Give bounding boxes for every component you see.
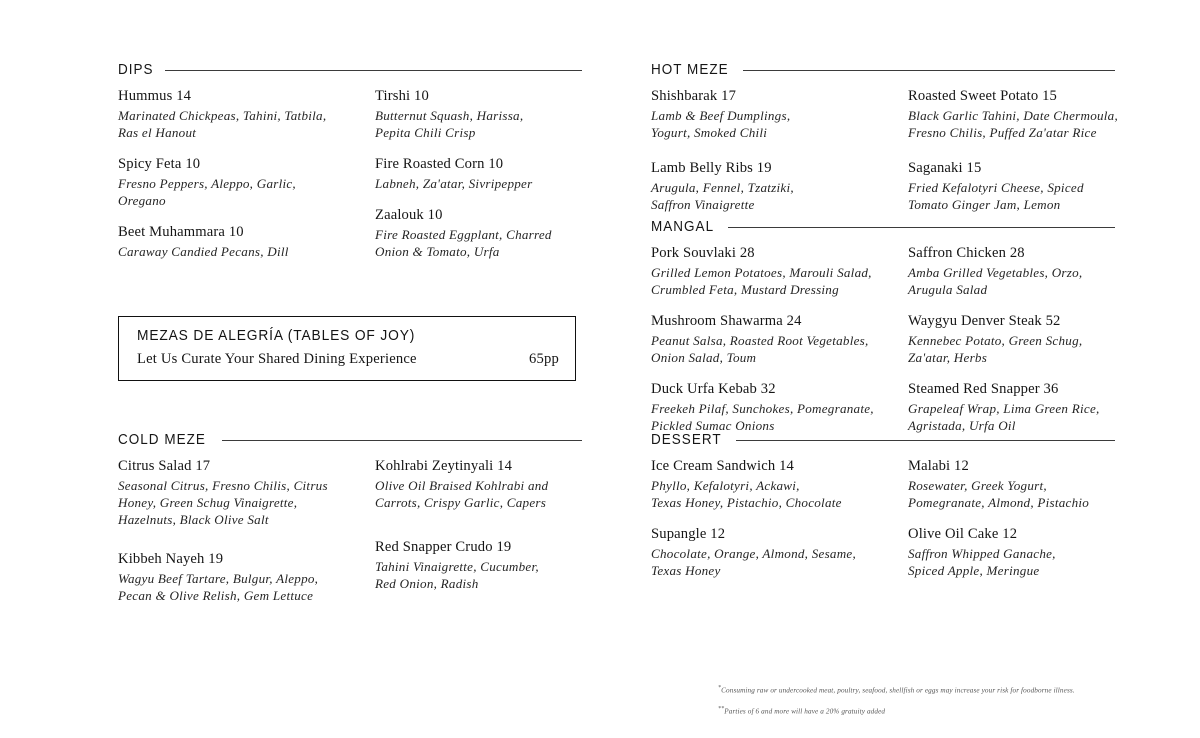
menu-item-name: Supangle 12 [651,526,726,542]
menu-column [651,244,895,434]
section-columns [118,457,582,604]
menu-column [651,457,895,579]
menu-item-description: Caraway Candied Pecans, Dill [118,243,289,259]
footnotes [718,684,1138,726]
section-title: MANGAL [651,219,715,235]
menu-item [375,206,619,260]
menu-panel-right-mangal [651,219,1115,434]
menu-item-name: Mushroom Shawarma 24 [651,313,802,329]
menu-item-name: Beet Muhammara 10 [118,224,244,240]
menu-item [908,159,1152,213]
menu-column [118,457,362,604]
menu-item-name: Citrus Salad 17 [118,458,211,474]
section-header-dessert [651,432,1115,448]
menu-item [651,380,895,434]
section-columns [651,244,1115,434]
menu-item-name: Saganaki 15 [908,160,982,176]
menu-column [908,244,1152,434]
menu-column [651,87,895,213]
section-columns [651,87,1119,213]
menu-item [118,223,362,260]
section-rule [728,227,1115,228]
menu-item [908,457,1152,511]
menu-item-name: Waygyu Denver Steak 52 [908,313,1061,329]
menu-item-name: Fire Roasted Corn 10 [375,156,504,172]
menu-item-name: Malabi 12 [908,458,969,474]
feature-box-title: MEZAS DE ALEGRÍA (TABLES OF JOY) [137,328,416,344]
feature-box-mezas-de-alegria [118,316,576,381]
section-header-hot-meze [651,62,1115,78]
menu-item-name: Spicy Feta 10 [118,156,201,172]
menu-item [651,159,895,213]
menu-item-description: Phyllo, Kefalotyri, Ackawi, Texas Honey, Pistachio, Chocolate [651,477,842,510]
section-rule [743,70,1115,71]
menu-item [908,87,1152,141]
menu-item [375,155,619,192]
section-rule [165,70,582,71]
section-title: DESSERT [651,432,722,448]
menu-item-description: Freekeh Pilaf, Sunchokes, Pomegranate, Pickled Sumac Onions [651,400,874,433]
menu-item [908,380,1152,434]
menu-item-name: Lamb Belly Ribs 19 [651,160,772,176]
footnote-marker: * [718,685,722,691]
feature-box-price: 65pp [529,351,559,367]
menu-item-name: Zaalouk 10 [375,206,443,223]
menu-item [651,244,895,298]
feature-box-row [137,351,559,368]
menu-panel-right-dessert [651,432,1115,579]
menu-section-cold-meze [118,432,582,604]
menu-column [118,87,362,260]
menu-item [651,312,895,366]
feature-box-description: Let Us Curate Your Shared Dining Experience [137,351,417,367]
menu-item-name: Ice Cream Sandwich 14 [651,458,794,474]
menu-item-name: Hummus 14 [118,88,192,104]
menu-item-name: Pork Souvlaki 28 [651,245,755,261]
footnote-text: Consuming raw or undercooked meat, poultry, seafood, shellfish or eggs may increase your risk for foodborne illness. [721,686,1075,695]
menu-item [118,550,362,604]
menu-item-name: Steamed Red Snapper 36 [908,381,1059,397]
menu-item-description: Lamb & Beef Dumplings, Yogurt, Smoked Chili [651,107,791,140]
menu-item [651,457,895,511]
menu-item-name: Red Snapper Crudo 19 [375,539,512,555]
section-columns [651,457,1115,579]
menu-item-description: Grilled Lemon Potatoes, Marouli Salad, Crumbled Feta, Mustard Dressing [651,264,872,297]
menu-item-description: Butternut Squash, Harissa, Pepita Chili Crisp [375,107,524,140]
menu-item-name: Olive Oil Cake 12 [908,526,1018,542]
menu-item-description: Arugula, Fennel, Tzatziki, Saffron Vinaigrette [651,179,794,212]
section-header-dips [118,62,582,78]
menu-item-description: Rosewater, Greek Yogurt, Pomegranate, Almond, Pistachio [908,477,1090,510]
menu-panel-left-top [118,62,582,260]
menu-panel-left-bottom [118,432,582,604]
menu-item-description: Peanut Salsa, Roasted Root Vegetables, Onion Salad, Toum [651,332,869,365]
menu-section-dessert [651,432,1115,579]
menu-item [375,538,619,592]
footnote-raw-food [718,684,1138,696]
menu-column [375,87,619,260]
menu-item-description: Labneh, Za'atar, Sivripepper [375,175,533,191]
section-title: HOT MEZE [651,62,729,78]
menu-column [908,87,1152,213]
menu-item-description: Tahini Vinaigrette, Cucumber, Red Onion, Radish [375,558,539,591]
menu-item [651,525,895,579]
menu-item-name: Shishbarak 17 [651,88,737,104]
section-rule [736,440,1115,441]
menu-section-dips [118,62,582,260]
menu-item-description: Fire Roasted Eggplant, Charred Onion & Tomato, Urfa [375,226,552,259]
menu-item-description: Black Garlic Tahini, Date Chermoula, Fresno Chilis, Puffed Za'atar Rice [908,107,1119,140]
menu-item [375,457,619,511]
menu-item [651,87,895,141]
menu-item [118,457,362,528]
menu-item-name: Roasted Sweet Potato 15 [908,88,1057,104]
menu-item [118,87,362,141]
menu-item-description: Wagyu Beef Tartare, Bulgur, Aleppo, Pecan & Olive Relish, Gem Lettuce [118,570,319,603]
menu-item-description: Chocolate, Orange, Almond, Sesame, Texas Honey [651,545,857,578]
menu-item-description: Grapeleaf Wrap, Lima Green Rice, Agristada, Urfa Oil [908,400,1100,433]
section-title: DIPS [118,62,154,78]
menu-item-description: Seasonal Citrus, Fresno Chilis, Citrus Honey, Green Schug Vinaigrette, Hazelnuts, Black Olive Salt [118,477,328,527]
menu-section-hot-meze [651,62,1119,213]
section-header-cold-meze [118,432,582,448]
section-header-mangal [651,219,1115,235]
footnote-marker: ** [718,706,725,713]
menu-item [375,87,619,141]
menu-item-name: Tirshi 10 [375,88,429,104]
menu-item-description: Kennebec Potato, Green Schug, Za'atar, Herbs [908,332,1083,365]
menu-item [908,312,1152,366]
menu-panel-right-hot-meze [651,62,1119,213]
menu-item [908,244,1152,298]
section-rule [222,440,583,441]
footnote-text: Parties of 6 and more will have a 20% gratuity added [724,707,886,716]
menu-item-description: Amba Grilled Vegetables, Orzo, Arugula Salad [908,264,1083,297]
menu-item [908,525,1152,579]
menu-item-description: Fresno Peppers, Aleppo, Garlic, Oregano [118,175,296,208]
menu-item-name: Kibbeh Nayeh 19 [118,551,224,568]
menu-item-name: Kohlrabi Zeytinyali 14 [375,458,513,474]
section-title: COLD MEZE [118,432,206,448]
menu-item-description: Saffron Whipped Ganache, Spiced Apple, Meringue [908,545,1056,578]
menu-section-mangal [651,219,1115,434]
menu-item-description: Fried Kefalotyri Cheese, Spiced Tomato Ginger Jam, Lemon [908,179,1084,212]
section-columns [118,87,582,260]
menu-item [118,155,362,209]
menu-item-description: Olive Oil Braised Kohlrabi and Carrots, Crispy Garlic, Capers [375,477,549,510]
footnote-gratuity [718,705,1138,717]
menu-column [375,457,619,592]
menu-item-description: Marinated Chickpeas, Tahini, Tatbila, Ras el Hanout [118,107,327,140]
menu-item-name: Saffron Chicken 28 [908,245,1025,261]
menu-column [908,457,1152,579]
menu-item-name: Duck Urfa Kebab 32 [651,381,776,397]
